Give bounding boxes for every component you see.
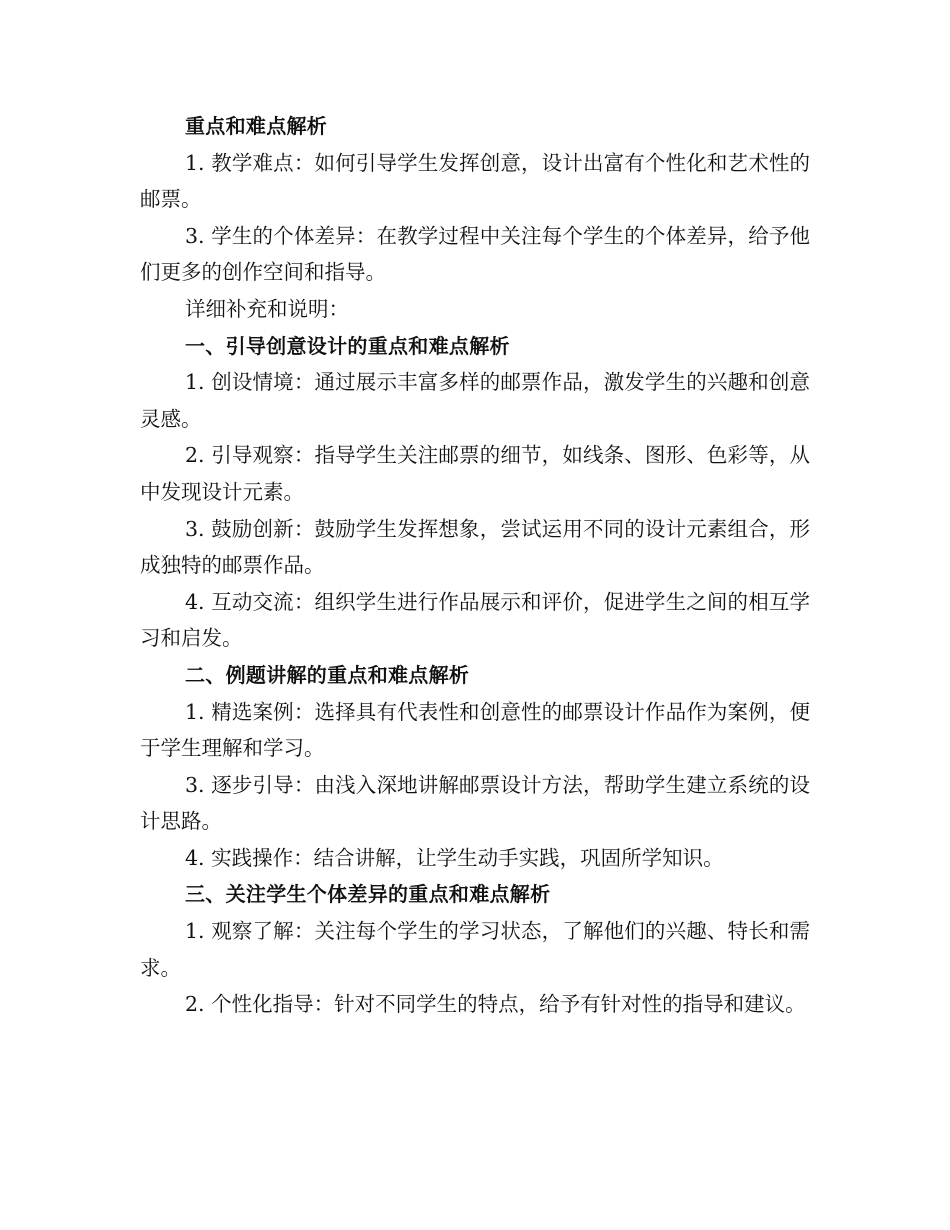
paragraph-teaching-difficulty: 1. 教学难点：如何引导学生发挥创意，设计出富有个性化和艺术性的邮票。 bbox=[140, 150, 810, 212]
section-heading-creative-design: 一、引导创意设计的重点和难点解析 bbox=[185, 333, 510, 358]
paragraph-supplement-label: 详细补充和说明： bbox=[185, 296, 349, 321]
paragraph-create-context: 1. 创设情境：通过展示丰富多样的邮票作品，激发学生的兴趣和创意灵感。 bbox=[140, 370, 810, 431]
paragraph-step-guidance: 3. 逐步引导：由浅入深地讲解邮票设计方法，帮助学生建立系统的设计思路。 bbox=[140, 772, 810, 834]
paragraph-practice: 4. 实践操作：结合讲解，让学生动手实践，巩固所学知识。 bbox=[185, 845, 724, 870]
paragraph-personalized-guidance: 2. 个性化指导：针对不同学生的特点，给予有针对性的指导和建议。 bbox=[185, 992, 806, 1017]
paragraph-guide-observation: 2. 引导观察：指导学生关注邮票的细节，如线条、图形、色彩等，从中发现设计元素。 bbox=[140, 443, 810, 504]
paragraph-encourage-innovation: 3. 鼓励创新：鼓励学生发挥想象，尝试运用不同的设计元素组合，形成独特的邮票作品。 bbox=[140, 516, 810, 578]
section-heading-individual-differences: 三、关注学生个体差异的重点和难点解析 bbox=[185, 882, 551, 907]
section-heading-example-explanation: 二、例题讲解的重点和难点解析 bbox=[185, 662, 470, 687]
paragraph-interactive-exchange: 4. 互动交流：组织学生进行作品展示和评价，促进学生之间的相互学习和启发。 bbox=[140, 589, 810, 651]
paragraph-observe-understand: 1. 观察了解：关注每个学生的学习状态，了解他们的兴趣、特长和需求。 bbox=[140, 919, 810, 980]
paragraph-select-cases: 1. 精选案例：选择具有代表性和创意性的邮票设计作品作为案例，便于学生理解和学习。 bbox=[140, 699, 810, 761]
document-page bbox=[140, 108, 810, 1023]
paragraph-individual-differences: 3. 学生的个体差异：在教学过程中关注每个学生的个体差异，给予他们更多的创作空间和指导。 bbox=[140, 223, 810, 285]
section-heading-key-points: 重点和难点解析 bbox=[185, 114, 328, 138]
